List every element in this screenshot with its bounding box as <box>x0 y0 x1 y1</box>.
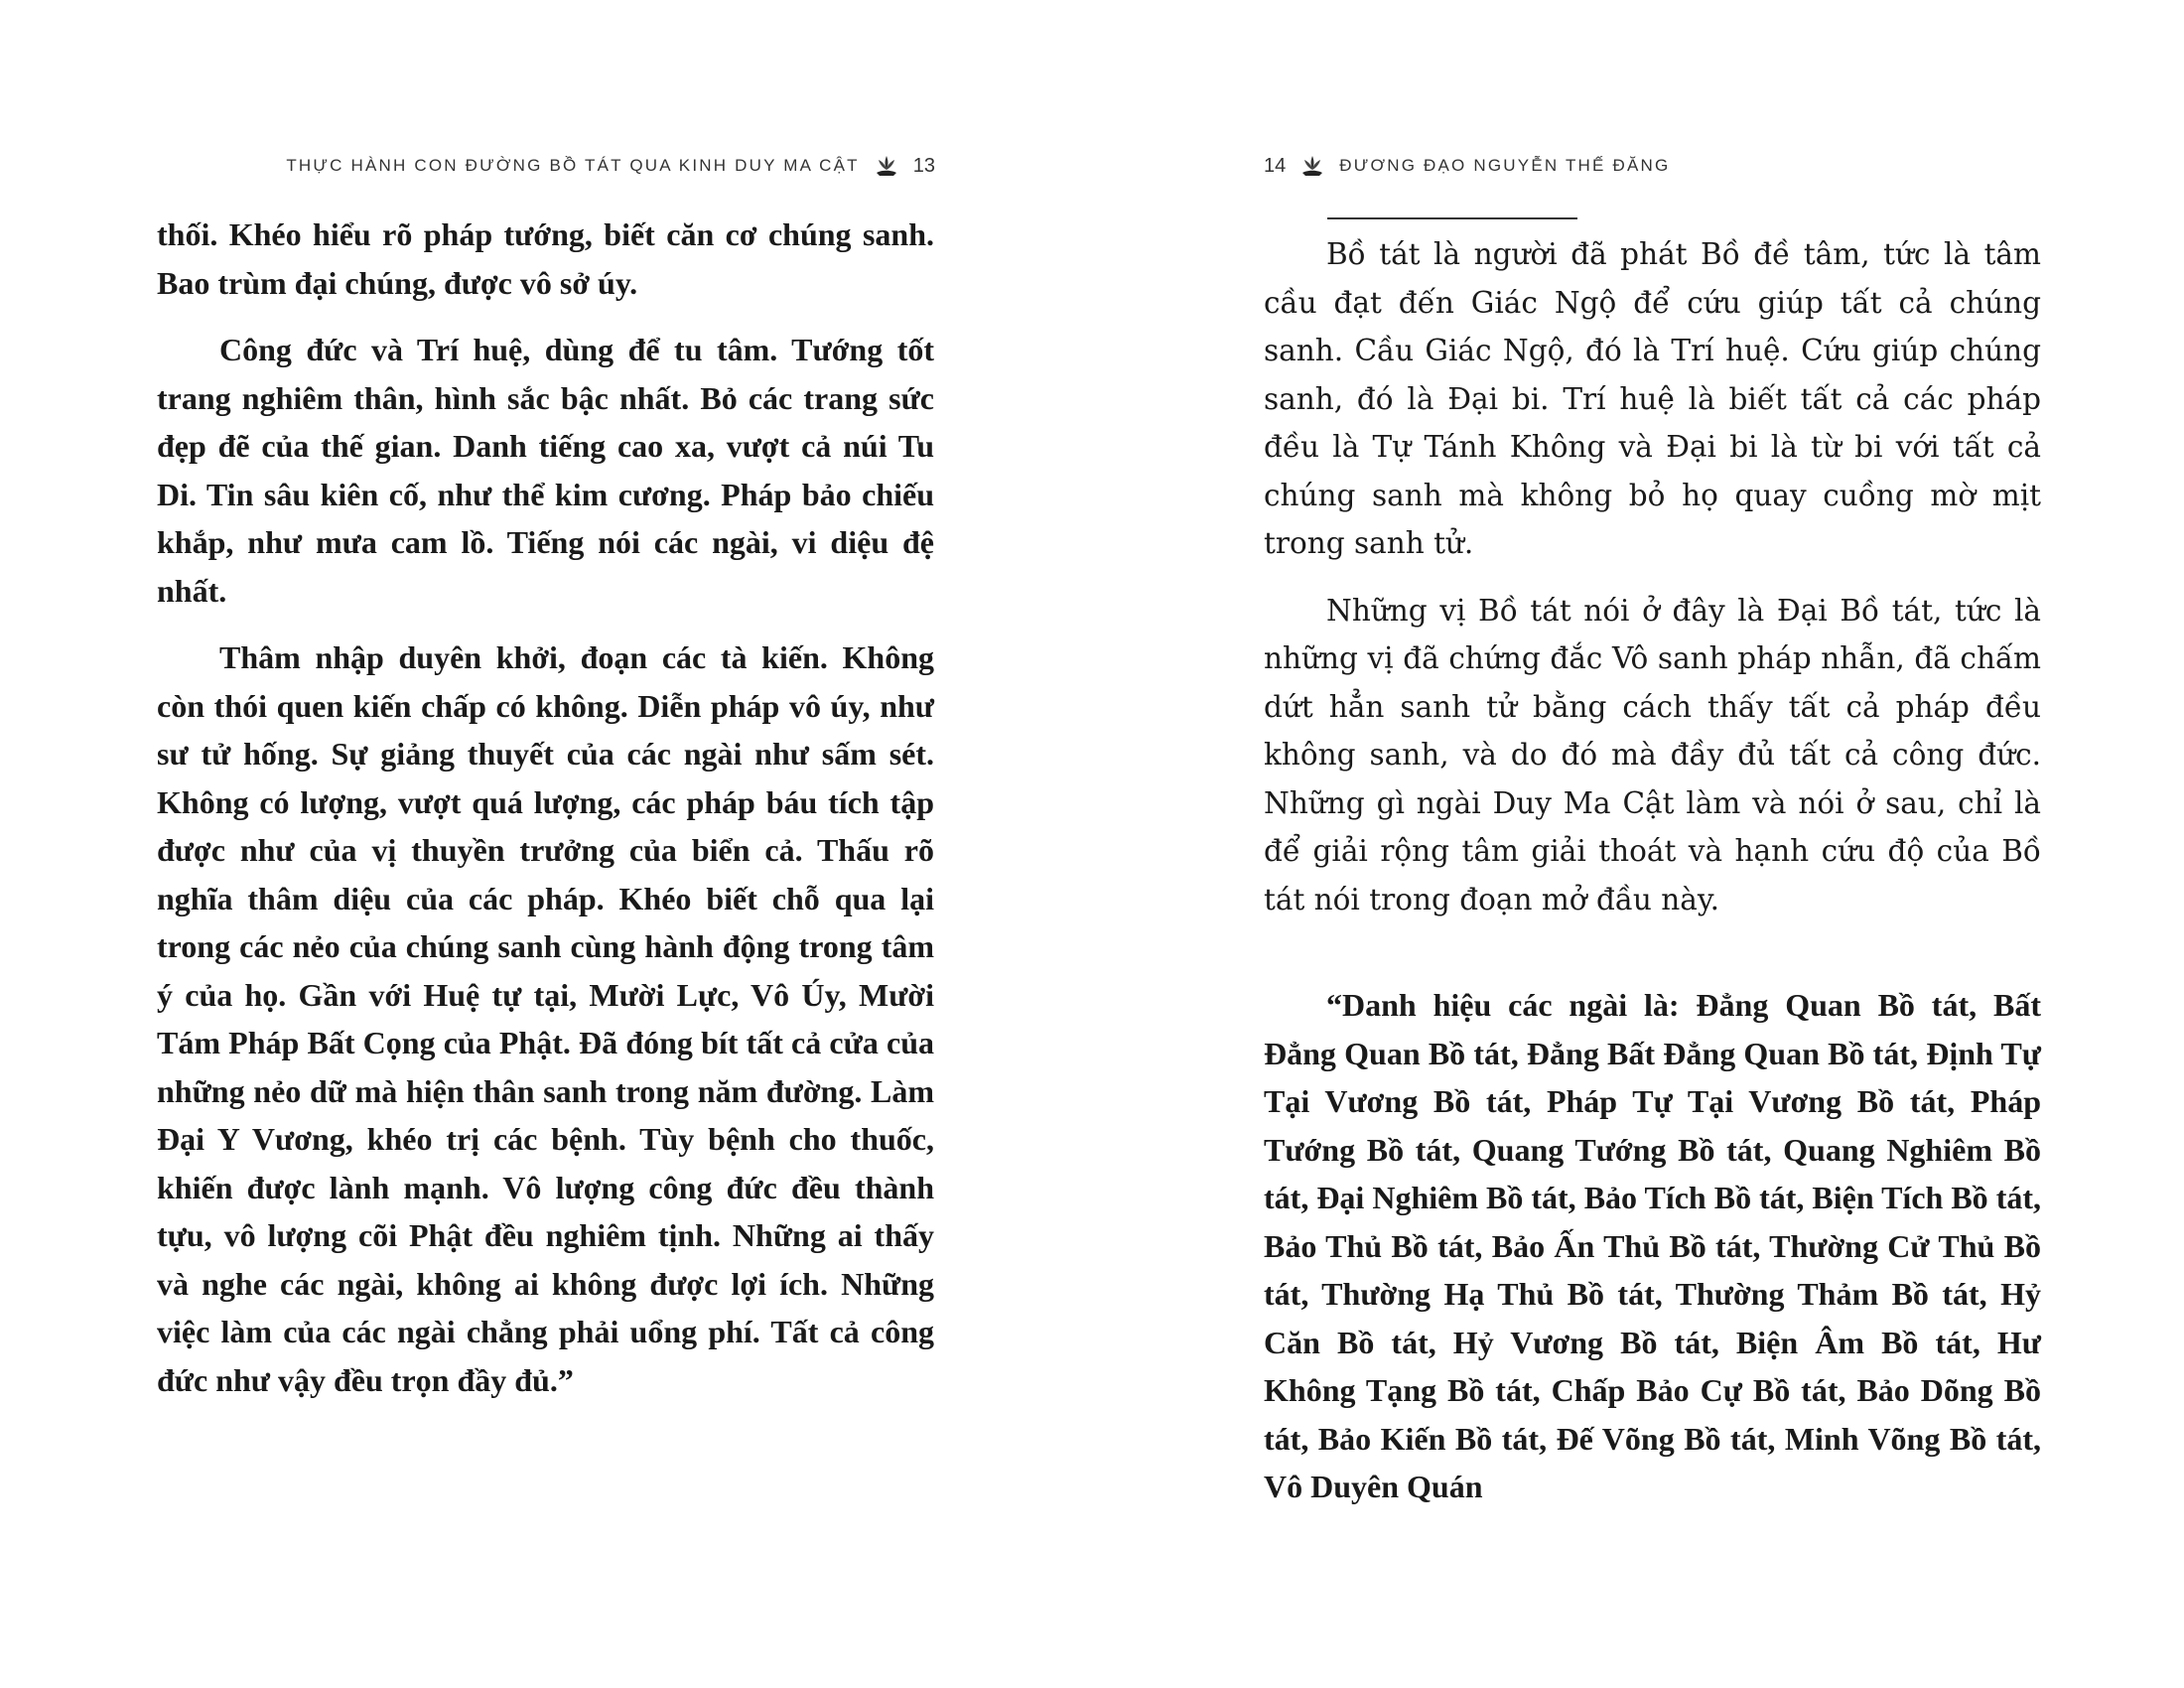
right-paragraph-2: Những vị Bồ tát nói ở đây là Đại Bồ tát, tức là những vị đã chứng đắc Vô sanh pháp nhẫn, đã chấm dứt hẳn sanh tử bằng cách thấy tất cả pháp đều không sanh, và do đó mà đầy đủ tất cả công đức. Những gì ngài Duy Ma Cật làm và nói ở sau, chỉ là để giải rộng tâm giải thoát và hạnh cứu độ của Bồ tát nói trong đoạn mở đầu này. <box>1264 593 2041 916</box>
right-paragraph-1: Bồ tát là người đã phát Bồ đề tâm, tức là tâm cầu đạt đến Giác Ngộ để cứu giúp tất cả chúng sanh. Cầu Giác Ngộ, đó là Trí huệ. Cứu giúp chúng sanh, đó là Đại bi. Trí huệ là biết tất cả các pháp đều là Tự Tánh Không và Đại bi là từ bi với tất cả chúng sanh mà không bỏ họ quay cuồng mờ mịt trong sanh tử. <box>1264 237 2041 560</box>
left-body-text <box>157 211 934 1423</box>
left-paragraph-1: thối. Khéo hiểu rõ pháp tướng, biết căn cơ chúng sanh. Bao trùm đại chúng, được vô sở úy. <box>157 216 934 301</box>
right-body-text <box>1264 230 2041 1530</box>
left-paragraph-3: Thâm nhập duyên khởi, đoạn các tà kiến. Không còn thói quen kiến chấp có không. Diễn pháp vô úy, như sư tử hống. Sự giảng thuyết của các ngài như sấm sét. Không có lượng, vượt quá lượng, các pháp báu tích tập được như của vị thuyền trưởng của biển cả. Thấu rõ nghĩa thâm diệu của các pháp. Khéo biết chỗ qua lại trong các nẻo của chúng sanh cùng hành động trong tâm ý của họ. Gần với Huệ tự tại, Mười Lực, Vô Úy, Mười Tám Pháp Bất Cọng của Phật. Đã đóng bít tất cả cửa của những nẻo dữ mà hiện thân sanh trong năm đường. Làm Đại Y Vương, khéo trị các bệnh. Tùy bệnh cho thuốc, khiến được lành mạnh. Vô lượng công đức đều thành tựu, vô lượng cõi Phật đều nghiêm tịnh. Những ai thấy và nghe các ngài, không ai không được lợi ích. Những việc làm của các ngài chẳng phải uổng phí. Tất cả công đức như vậy đều trọn đầy đủ.” <box>157 639 934 1398</box>
right-running-header <box>1264 153 1670 179</box>
left-page-number: 13 <box>912 154 935 177</box>
lotus-icon <box>874 153 899 179</box>
left-running-header <box>286 153 935 179</box>
right-page <box>1092 0 2184 1688</box>
section-divider <box>1327 217 1577 219</box>
right-page-number: 14 <box>1264 154 1287 177</box>
left-paragraph-2: Công đức và Trí huệ, dùng để tu tâm. Tướng tốt trang nghiêm thân, hình sắc bậc nhất. Bỏ các trang sức đẹp đẽ của thế gian. Danh tiếng cao xa, vượt cả núi Tu Di. Tin sâu kiên cố, như thể kim cương. Pháp bảo chiếu khắp, như mưa cam lồ. Tiếng nói các ngài, vi diệu đệ nhất. <box>157 332 934 609</box>
right-header-title: ĐƯƠNG ĐẠO NGUYỄN THẾ ĐĂNG <box>1339 156 1671 175</box>
lotus-icon <box>1299 153 1325 179</box>
left-header-title: THỰC HÀNH CON ĐƯỜNG BỒ TÁT QUA KINH DUY MA CẬT <box>286 156 860 175</box>
right-quote-paragraph: “Danh hiệu các ngài là: Đẳng Quan Bồ tát, Bất Đẳng Quan Bồ tát, Đẳng Bất Đẳng Quan Bồ tát, Định Tự Tại Vương Bồ tát, Pháp Tự Tại Vương Bồ tát, Pháp Tướng Bồ tát, Quang Tướng Bồ tát, Quang Nghiêm Bồ tát, Đại Nghiêm Bồ tát, Bảo Tích Bồ tát, Biện Tích Bồ tát, Bảo Thủ Bồ tát, Bảo Ấn Thủ Bồ tát, Thường Cử Thủ Bồ tát, Thường Hạ Thủ Bồ tát, Thường Thảm Bồ tát, Hỷ Căn Bồ tát, Hỷ Vương Bồ tát, Biện Âm Bồ tát, Hư Không Tạng Bồ tát, Chấp Bảo Cự Bồ tát, Bảo Dõng Bồ tát, Bảo Kiến Bồ tát, Đế Võng Bồ tát, Minh Võng Bồ tát, Vô Duyên Quán <box>1264 987 2041 1504</box>
